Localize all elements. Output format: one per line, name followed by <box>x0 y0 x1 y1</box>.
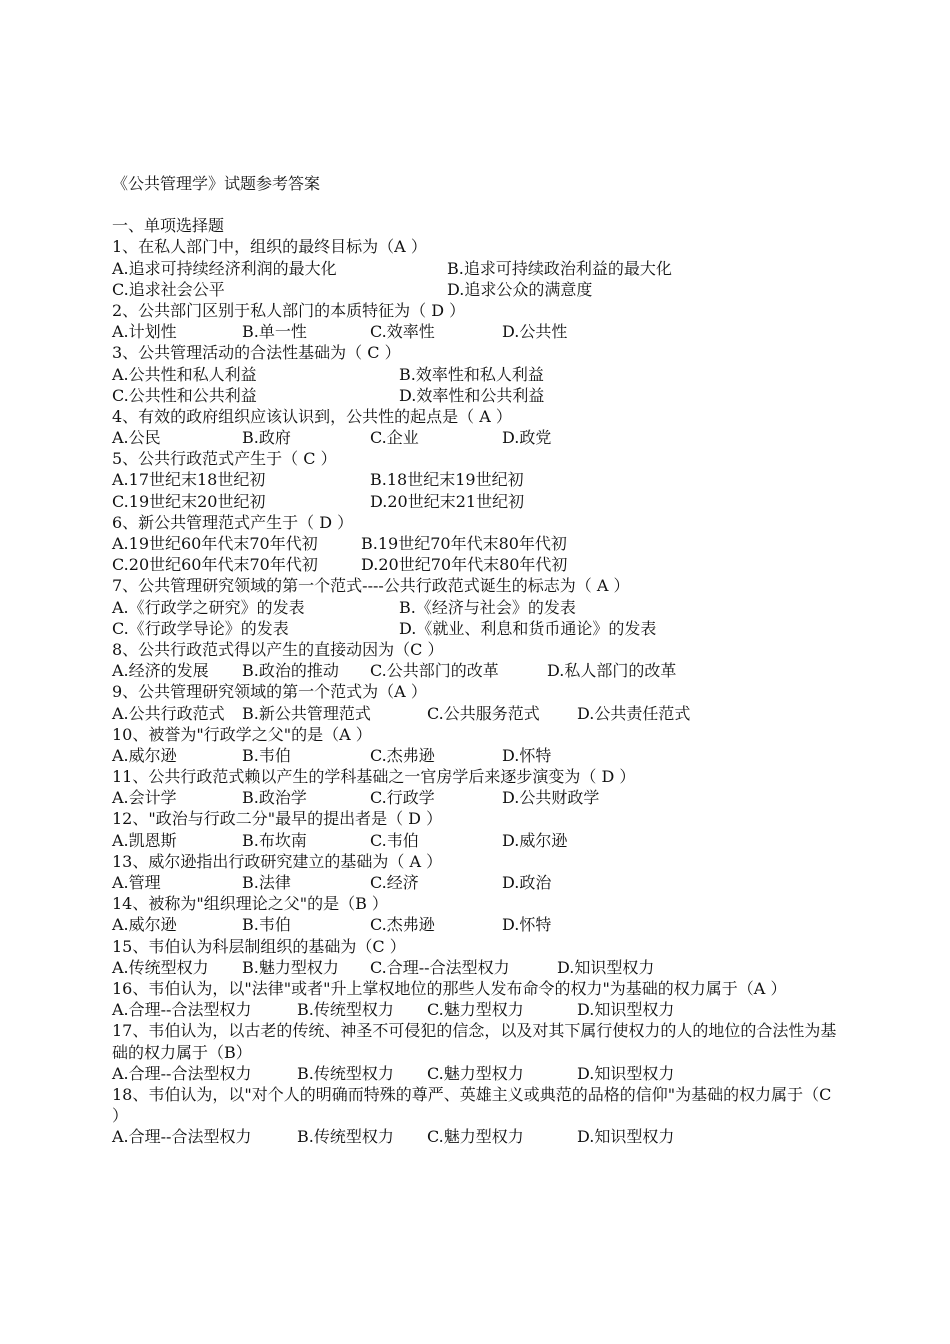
option-row <box>112 491 842 512</box>
option-text: C.魅力型权力 <box>427 1063 524 1083</box>
option-text: D.公共责任范式 <box>577 703 691 723</box>
question-stem: 15、韦伯认为科层制组织的基础为（C ） <box>112 936 406 956</box>
option-text: D.政党 <box>502 428 552 448</box>
option-text: C.韦伯 <box>370 830 419 850</box>
option-text: A.19世纪60年代末70年代初 <box>112 534 318 553</box>
option-text: B.魅力型权力 <box>242 957 339 977</box>
option-text: B.韦伯 <box>242 915 291 935</box>
question-stem: 12、"政治与行政二分"最早的提出者是（ D ） <box>112 809 443 829</box>
option-text: C.20世纪60年代末70年代初 <box>112 555 318 575</box>
question-item <box>112 575 842 639</box>
question-stem: 13、威尔逊指出行政研究建立的基础为（ A ） <box>112 851 443 871</box>
option-row <box>112 618 842 639</box>
option-text: A.威尔逊 <box>112 745 177 765</box>
option-text: B.传统型权力 <box>297 1000 394 1020</box>
question-stem: 17、韦伯认为，以古老的传统、神圣不可侵犯的信念，以及对其下属行使权力的人的地位的合法性为基础的权力属于（B） <box>112 1021 837 1062</box>
option-text: A.会计学 <box>112 788 177 808</box>
option-row <box>112 364 842 385</box>
option-text: A.公共性和私人利益 <box>112 364 257 384</box>
option-text: D.私人部门的改革 <box>547 661 677 681</box>
document-title: 《公共管理学》试题参考答案 <box>112 174 321 193</box>
option-text: B.19世纪70年代末80年代初 <box>361 534 567 553</box>
option-text: D.效率性和公共利益 <box>399 385 545 405</box>
question-item <box>112 639 842 681</box>
option-row <box>112 385 842 406</box>
option-row <box>112 830 842 851</box>
option-text: C.杰弗逊 <box>370 915 435 935</box>
option-text: A.合理--合法型权力 <box>112 1127 252 1147</box>
option-text: A.追求可持续经济利润的最大化 <box>112 258 337 278</box>
option-row <box>112 703 842 724</box>
option-row <box>112 469 842 490</box>
question-item <box>112 512 842 576</box>
option-text: B.追求可持续政治利益的最大化 <box>447 258 672 278</box>
option-text: D.知识型权力 <box>577 1000 675 1020</box>
question-stem: 8、公共行政范式得以产生的直接动因为（C ） <box>112 639 444 659</box>
question-stem: 11、公共行政范式赖以产生的学科基础之一官房学后来逐步演变为（ D ） <box>112 767 636 787</box>
option-row <box>112 872 842 893</box>
question-item <box>112 448 842 512</box>
option-text: D.怀特 <box>502 915 552 935</box>
question-item <box>112 893 842 935</box>
question-stem: 4、有效的政府组织应该认识到，公共性的起点是（ A ） <box>112 406 512 426</box>
option-text: B.传统型权力 <box>297 1127 394 1147</box>
option-text: C.公共部门的改革 <box>370 661 499 681</box>
section-heading: 一、单项选择题 <box>112 216 225 236</box>
option-text: A.公民 <box>112 428 161 448</box>
question-stem: 9、公共管理研究领域的第一个范式为（A ） <box>112 682 427 702</box>
option-text: C.《行政学导论》的发表 <box>112 618 289 638</box>
question-stem: 18、韦伯认为，以"对个人的明确而特殊的尊严、英雄主义或典范的品格的信仰"为基础的权力属于（C ） <box>112 1084 832 1126</box>
option-text: A.管理 <box>112 873 161 892</box>
question-item <box>112 1020 842 1084</box>
option-text: C.公共服务范式 <box>427 703 540 723</box>
question-item <box>112 236 842 300</box>
question-stem: 16、韦伯认为，以"法律"或者"升上掌权地位的那些人发布命令的权力"为基础的权力属于（A ） <box>112 978 787 998</box>
option-text: A.17世纪末18世纪初 <box>112 470 266 490</box>
option-text: B.效率性和私人利益 <box>399 364 544 384</box>
option-text: D.知识型权力 <box>577 1063 675 1083</box>
option-text: C.企业 <box>370 428 419 448</box>
option-text: D.政治 <box>502 873 552 892</box>
option-text: C.经济 <box>370 873 419 892</box>
option-text: B.法律 <box>242 873 291 892</box>
question-stem: 6、新公共管理范式产生于（ D ） <box>112 512 354 532</box>
option-text: A.传统型权力 <box>112 957 209 977</box>
option-text: B.韦伯 <box>242 745 291 765</box>
question-item <box>112 766 842 808</box>
document-content <box>112 173 842 1148</box>
option-text: B.布坎南 <box>242 830 307 850</box>
option-text: C.公共性和公共利益 <box>112 385 257 405</box>
option-text: C.合理--合法型权力 <box>370 957 510 977</box>
option-text: A.凯恩斯 <box>112 830 177 850</box>
option-text: B.政治的推动 <box>242 661 339 681</box>
option-text: D.公共财政学 <box>502 788 600 808</box>
option-text: D.知识型权力 <box>577 1127 675 1147</box>
option-row <box>112 914 842 935</box>
option-text: C.追求社会公平 <box>112 279 225 299</box>
option-text: B.传统型权力 <box>297 1063 394 1083</box>
option-text: D.追求公众的满意度 <box>447 279 593 299</box>
question-stem: 7、公共管理研究领域的第一个范式----公共行政范式诞生的标志为（ A ） <box>112 576 630 596</box>
option-row <box>112 957 842 978</box>
option-text: A.《行政学之研究》的发表 <box>112 597 305 617</box>
option-text: D.20世纪70年代末80年代初 <box>361 555 568 575</box>
question-stem: 1、在私人部门中，组织的最终目标为（A ） <box>112 237 427 257</box>
option-text: A.合理--合法型权力 <box>112 1000 252 1020</box>
question-stem: 2、公共部门区别于私人部门的本质特征为（ D ） <box>112 300 466 320</box>
option-text: A.威尔逊 <box>112 915 177 935</box>
option-text: D.怀特 <box>502 745 552 765</box>
option-text: D.公共性 <box>502 322 568 342</box>
option-row <box>112 745 842 766</box>
option-row <box>112 787 842 808</box>
question-list <box>112 236 842 1147</box>
option-text: C.魅力型权力 <box>427 1127 524 1147</box>
question-item <box>112 936 842 978</box>
option-text: D.《就业、利息和货币通论》的发表 <box>399 618 657 638</box>
option-row <box>112 427 842 448</box>
question-stem: 14、被称为"组织理论之父"的是（B ） <box>112 894 388 914</box>
option-text: B.政府 <box>242 428 291 448</box>
option-row <box>112 597 842 618</box>
option-row <box>112 999 842 1020</box>
option-row <box>112 533 842 554</box>
option-text: D.20世纪末21世纪初 <box>370 491 525 511</box>
option-text: B.18世纪末19世纪初 <box>370 470 524 490</box>
option-text: B.单一性 <box>242 322 307 342</box>
option-text: C.行政学 <box>370 788 435 808</box>
option-row <box>112 660 842 681</box>
question-stem: 3、公共管理活动的合法性基础为（ C ） <box>112 343 401 363</box>
question-item <box>112 851 842 893</box>
option-row <box>112 279 842 300</box>
option-text: C.效率性 <box>370 322 435 342</box>
option-text: C.杰弗逊 <box>370 745 435 765</box>
option-text: D.威尔逊 <box>502 830 568 850</box>
question-stem: 5、公共行政范式产生于（ C ） <box>112 449 337 469</box>
option-text: D.知识型权力 <box>557 957 655 977</box>
question-item <box>112 300 842 342</box>
option-text: B.政治学 <box>242 788 307 808</box>
option-row <box>112 554 842 575</box>
option-text: B.《经济与社会》的发表 <box>399 597 576 617</box>
option-row <box>112 1063 842 1084</box>
question-item <box>112 342 842 406</box>
option-text: A.合理--合法型权力 <box>112 1063 252 1083</box>
option-text: B.新公共管理范式 <box>242 703 371 723</box>
question-item <box>112 808 842 850</box>
question-stem: 10、被誉为"行政学之父"的是（A ） <box>112 724 372 744</box>
question-item <box>112 978 842 1020</box>
question-item <box>112 406 842 448</box>
option-text: C.魅力型权力 <box>427 1000 524 1020</box>
question-item <box>112 1084 842 1148</box>
option-row <box>112 258 842 279</box>
option-row <box>112 1126 842 1147</box>
option-text: C.19世纪末20世纪初 <box>112 491 266 511</box>
option-text: A.经济的发展 <box>112 661 209 681</box>
option-text: A.计划性 <box>112 322 177 342</box>
question-item <box>112 681 842 723</box>
question-item <box>112 724 842 766</box>
option-row <box>112 321 842 342</box>
option-text: A.公共行政范式 <box>112 703 225 723</box>
